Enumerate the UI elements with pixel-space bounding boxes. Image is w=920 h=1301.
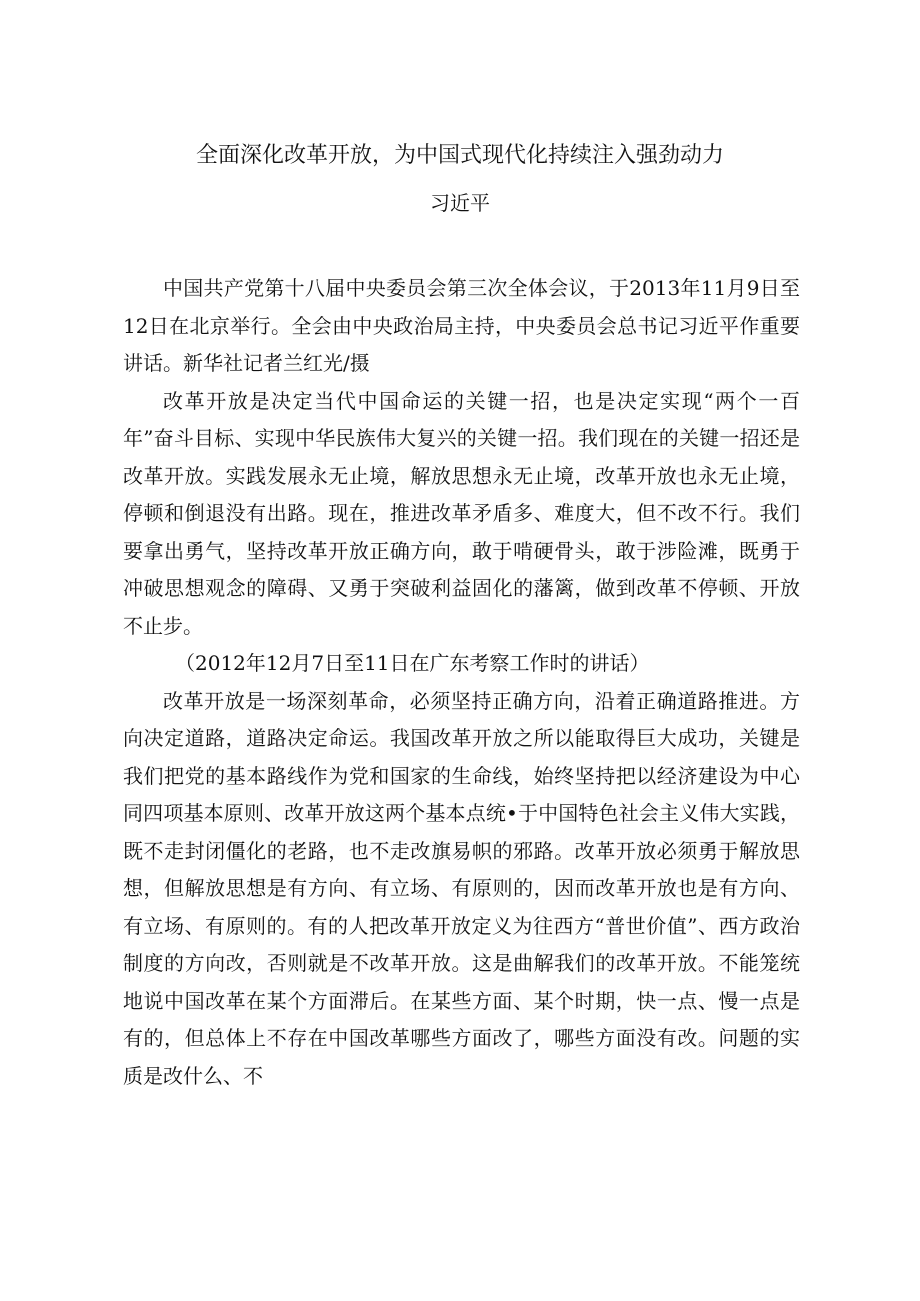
document-body [123,270,800,1095]
paragraph-reform-key-move: 改革开放是决定当代中国命运的关键一招，也是决定实现“两个一百年”奋斗目标、实现中华民族伟大复兴的关键一招。我们现在的关键一招还是改革开放。实践发展永无止境，解放思想永无止境，改革开放也永无止境，停顿和倒退没有出路。现在，推进改革矛盾多、难度大，但不改不行。我们要拿出勇气，坚持改革开放正确方向，敢于啃硬骨头，敢于涉险滩，既勇于冲破思想观念的障碍、又勇于突破利益固化的藩篱，做到改革不停顿、开放不止步。 [123,388,800,638]
paragraph-photo-caption: 中国共产党第十八届中央委员会第三次全体会议，于2013年11月9日至12日在北京举行。全会由中央政治局主持，中央委员会总书记习近平作重要讲话。新华社记者兰红光/摄 [123,276,800,375]
document-title: 全面深化改革开放，为中国式现代化持续注入强劲动力 [195,143,724,168]
paragraph-reform-direction: 改革开放是一场深刻革命，必须坚持正确方向，沿着正确道路推进。方向决定道路，道路决定命运。我国改革开放之所以能取得巨大成功，关键是我们把党的基本路线作为党和国家的生命线，始终坚持把以经济建设为中心同四项基本原则、改革开放这两个基本点统•于中国特色社会主义伟大实践，既不走封闭僵化的老路，也不走改旗易帜的邪路。改革开放必须勇于解放思想，但解放思想是有方向、有立场、有原则的，因而改革开放也是有方向、有立场、有原则的。有的人把改革开放定义为往西方“普世价值”、西方政治制度的方向改，否则就是不改革开放。这是曲解我们的改革开放。不能笼统地说中国改革在某个方面滞后。在某些方面、某个时期，快一点、慢一点是有的，但总体上不存在中国改革哪些方面改了，哪些方面没有改。问题的实质是改什么、不 [123,688,800,1088]
document-author: 习近平 [430,191,490,215]
source-note: （2012年12月7日至11日在广东考察工作时的讲话） [175,651,650,675]
